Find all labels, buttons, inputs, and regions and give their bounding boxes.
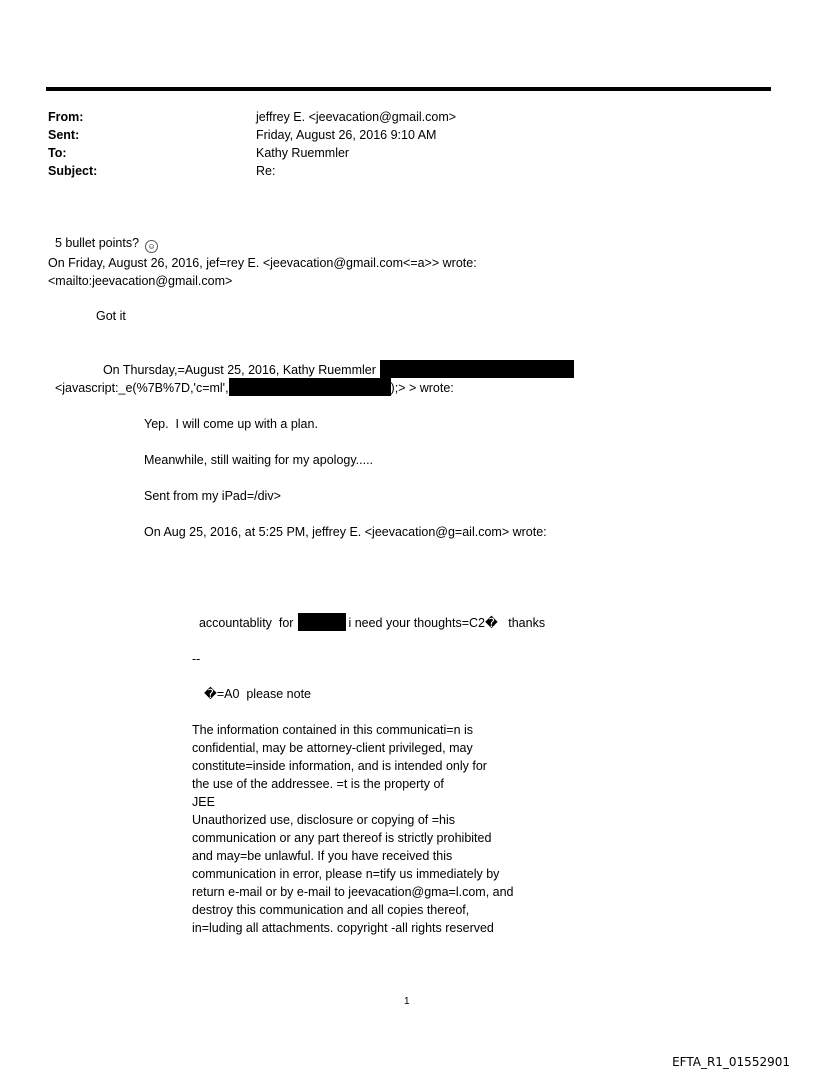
sent-label: Sent: <box>48 128 80 142</box>
javascript-post: );> > wrote: <box>390 381 454 395</box>
yep-line: Yep. I will come up with a plan. <box>144 417 318 431</box>
accountability-line <box>192 596 545 632</box>
from-value: jeffrey E. <jeevacation@gmail.com> <box>256 110 457 124</box>
signature-separator: -- <box>192 652 201 666</box>
disclaimer-line: return e-mail or by e-mail to jeevacation@gma=l.com, and <box>192 885 514 899</box>
disclaimer-line: communication or any part thereof is strictly prohibited <box>192 831 492 845</box>
header-rule <box>46 87 771 91</box>
got-it-line: Got it <box>96 309 126 323</box>
disclaimer-line: constitute=inside information, and is intended only for <box>192 759 487 773</box>
disclaimer-line: the use of the addressee. =t is the property of <box>192 777 444 791</box>
to-value: Kathy Ruemmler <box>256 146 350 160</box>
document-id: EFTA_R1_01552901 <box>672 1055 790 1069</box>
sent-row <box>48 126 768 144</box>
javascript-line <box>48 361 454 397</box>
disclaimer-line: in=luding all attachments. copyright -all rights reserved <box>192 921 494 935</box>
accountability-pre: accountablity for <box>198 616 294 630</box>
attribution-2-text: On Thursday,=August 25, 2016, Kathy Ruemmler <box>102 363 376 377</box>
quote-attribution-1: On Friday, August 26, 2016, jef=rey E. <jeevacation@gmail.com<=a>> wrote: <box>48 256 477 270</box>
smiley-emoji-icon: ☺ <box>145 240 158 253</box>
meanwhile-line: Meanwhile, still waiting for my apology..... <box>144 453 374 467</box>
subject-label: Subject: <box>48 164 98 178</box>
disclaimer-line: The information contained in this communicati=n is <box>192 723 474 737</box>
sent-from-line: Sent from my iPad=/div> <box>144 489 281 503</box>
from-row <box>48 108 768 126</box>
redaction-box <box>229 378 391 396</box>
disclaimer-line: JEE <box>192 795 215 809</box>
quote-attribution-3: On Aug 25, 2016, at 5:25 PM, jeffrey E. <jeevacation@g=ail.com> wrote: <box>144 525 547 539</box>
to-row <box>48 144 768 162</box>
subject-value: Re: <box>256 164 276 178</box>
reply-text: 5 bullet points? <box>54 236 140 250</box>
disclaimer-line: confidential, may be attorney-client privileged, may <box>192 741 473 755</box>
sent-value: Friday, August 26, 2016 9:10 AM <box>256 128 437 142</box>
email-header <box>48 108 768 180</box>
disclaimer-line: communication in error, please n=tify us immediately by <box>192 867 500 881</box>
subject-row <box>48 162 768 180</box>
disclaimer-line: and may=be unlawful. If you have received this <box>192 849 453 863</box>
please-note-line: �=A0 please note <box>204 687 311 701</box>
disclaimer-line: destroy this communication and all copies thereof, <box>192 903 470 917</box>
page-number: 1 <box>404 996 410 1007</box>
body-line-1 <box>48 218 158 253</box>
disclaimer-line: Unauthorized use, disclosure or copying of =his <box>192 813 455 827</box>
from-label: From: <box>48 110 84 124</box>
to-label: To: <box>48 146 67 160</box>
accountability-post: i need your thoughts=C2� thanks <box>348 616 546 630</box>
quote-mailto: <mailto:jeevacation@gmail.com> <box>48 274 233 288</box>
redaction-box <box>298 613 346 631</box>
javascript-pre: <javascript:_e(%7B%7D,'c=ml', <box>54 381 229 395</box>
